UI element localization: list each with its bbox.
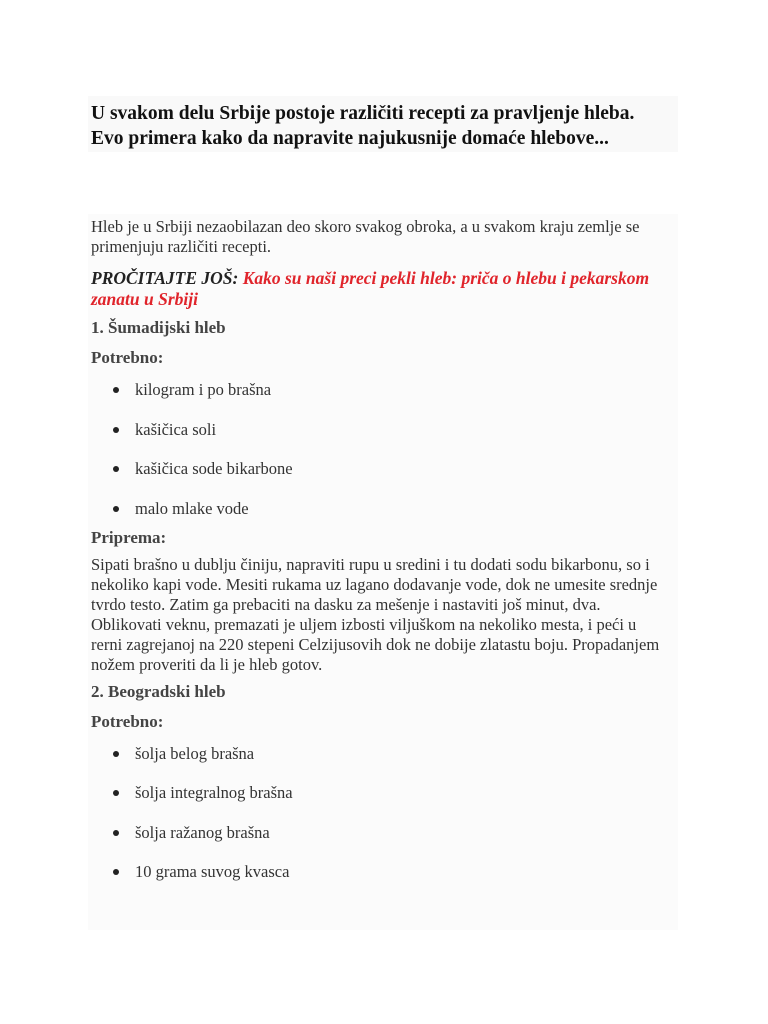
- ingredient-text: šolja ražanog brašna: [135, 822, 270, 842]
- bullet-icon: [113, 869, 119, 875]
- recipe-1-prep-label: Priprema:: [91, 527, 167, 547]
- bullet-icon: [113, 830, 119, 836]
- read-more-link[interactable]: Kako su naši preci pekli hleb: priča o hlebu i pekarskom zanatu u Srbiji: [91, 268, 650, 309]
- ingredient-text: malo mlake vode: [135, 498, 249, 518]
- intro-paragraph: Hleb je u Srbiji nezaobilazan deo skoro svakog obroka, a u svakom kraju zemlje se primenjuju različiti recepti.: [91, 217, 640, 256]
- ingredient-text: kašičica soli: [135, 419, 217, 439]
- headline-line-2: Evo primera kako da napravite najukusnije domaće hlebove...: [91, 128, 609, 149]
- ingredient-text: šolja belog brašna: [135, 743, 255, 763]
- headline-line-1: U svakom delu Srbije postoje različiti recepti za pravljenje hleba.: [91, 103, 635, 124]
- list-item: [91, 823, 671, 843]
- bullet-icon: [113, 751, 119, 757]
- ingredient-text: kašičica sode bikarbone: [135, 459, 293, 478]
- bullet-icon: [113, 427, 119, 433]
- ingredient-text: šolja integralnog brašna: [135, 783, 293, 802]
- list-item: [91, 420, 671, 440]
- list-item: [91, 380, 671, 400]
- recipe-2-needed-label: Potrebno:: [91, 711, 164, 731]
- ingredient-text: kilogram i po brašna: [135, 380, 272, 399]
- article-body: [91, 217, 671, 882]
- recipe-2-ingredient-list: [91, 744, 671, 883]
- bullet-icon: [113, 790, 119, 796]
- list-item: [91, 744, 671, 764]
- bullet-icon: [113, 387, 119, 393]
- list-item: [91, 783, 671, 803]
- ingredient-text: 10 grama suvog kvasca: [135, 862, 290, 881]
- recipe-1-title: 1. Šumadijski hleb: [91, 318, 226, 337]
- list-item: [91, 499, 671, 519]
- read-more-paragraph: [91, 268, 671, 310]
- article-headline: [91, 101, 691, 151]
- bullet-icon: [113, 466, 119, 472]
- list-item: [91, 862, 671, 882]
- recipe-1-prep-text: Sipati brašno u dublju činiju, napraviti rupu u sredini i tu dodati sodu bikarbonu, so i nekoliko kapi vode. Mesiti rukama uz lagano dodavanje vode, dok ne umesite srednje tvrdo testo. Zatim ga prebaciti na dasku za mešenje i nastaviti još minut, dva. Oblikovati veknu, premazati je uljem izbosti viljuškom na nekoliko mesta, i peći u rerni zagrejanoj na 220 stepeni Celzijusovih dok ne dobije zlatastu boju. Propadanjem nožem proveriti da li je hleb gotov.: [91, 554, 660, 674]
- read-more-prefix: PROČITAJTE JOŠ:: [91, 268, 239, 288]
- recipe-1-ingredient-list: [91, 380, 671, 519]
- bullet-icon: [113, 506, 119, 512]
- recipe-2-title: 2. Beogradski hleb: [91, 681, 226, 701]
- list-item: [91, 459, 671, 479]
- recipe-1-needed-label: Potrebno:: [91, 348, 164, 367]
